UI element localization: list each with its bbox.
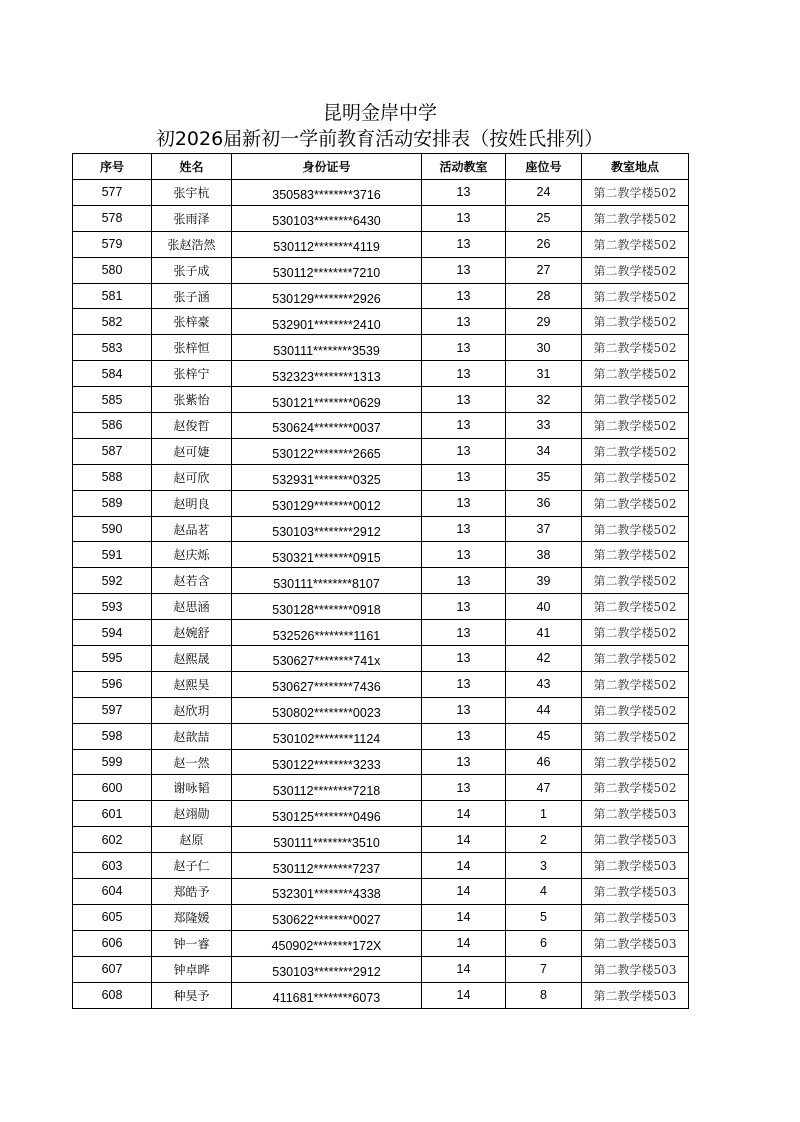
table-row — [73, 568, 689, 594]
cell-id: 411681********6073 — [232, 982, 422, 1008]
cell-seq: 597 — [73, 697, 152, 723]
cell-id: 530802********0023 — [232, 697, 422, 723]
table-row — [73, 387, 689, 413]
table-row — [73, 956, 689, 982]
cell-seq: 599 — [73, 749, 152, 775]
cell-seq: 600 — [73, 775, 152, 801]
cell-name: 赵熙昊 — [152, 671, 232, 697]
cell-location: 第二教学楼502 — [582, 516, 689, 542]
cell-id: 530112********7210 — [232, 257, 422, 283]
cell-id: 530112********7237 — [232, 853, 422, 879]
cell-seq: 594 — [73, 620, 152, 646]
cell-seat: 36 — [506, 490, 582, 516]
cell-id: 530111********8107 — [232, 568, 422, 594]
cell-name: 张梓豪 — [152, 309, 232, 335]
table-row — [73, 723, 689, 749]
table-row — [73, 438, 689, 464]
cell-location: 第二教学楼502 — [582, 671, 689, 697]
cell-name: 赵庆烁 — [152, 542, 232, 568]
cell-seat: 31 — [506, 361, 582, 387]
cell-room: 14 — [422, 801, 506, 827]
cell-name: 赵若含 — [152, 568, 232, 594]
table-row — [73, 542, 689, 568]
cell-id: 530103********6430 — [232, 205, 422, 231]
table-row — [73, 697, 689, 723]
cell-seat: 38 — [506, 542, 582, 568]
cell-seq: 598 — [73, 723, 152, 749]
cell-seat: 30 — [506, 335, 582, 361]
cell-room: 13 — [422, 257, 506, 283]
cell-name: 郑隆媛 — [152, 904, 232, 930]
cell-location: 第二教学楼502 — [582, 464, 689, 490]
cell-seat: 28 — [506, 283, 582, 309]
cell-location: 第二教学楼502 — [582, 413, 689, 439]
cell-seat: 5 — [506, 904, 582, 930]
cell-seat: 42 — [506, 646, 582, 672]
cell-seat: 2 — [506, 827, 582, 853]
table-row — [73, 516, 689, 542]
cell-id: 530122********2665 — [232, 438, 422, 464]
cell-seat: 39 — [506, 568, 582, 594]
cell-room: 13 — [422, 671, 506, 697]
cell-seat: 40 — [506, 594, 582, 620]
table-row — [73, 464, 689, 490]
cell-seq: 578 — [73, 205, 152, 231]
cell-seq: 582 — [73, 309, 152, 335]
cell-seat: 6 — [506, 930, 582, 956]
cell-name: 张梓宁 — [152, 361, 232, 387]
cell-seat: 46 — [506, 749, 582, 775]
cell-name: 赵品茗 — [152, 516, 232, 542]
cell-name: 钟卓晔 — [152, 956, 232, 982]
header-seat: 座位号 — [506, 154, 582, 180]
cell-seq: 608 — [73, 982, 152, 1008]
cell-id: 532301********4338 — [232, 879, 422, 905]
cell-id: 530129********2926 — [232, 283, 422, 309]
table-row — [73, 180, 689, 206]
cell-id: 530622********0027 — [232, 904, 422, 930]
cell-name: 张宇杭 — [152, 180, 232, 206]
cell-seat: 3 — [506, 853, 582, 879]
cell-id: 532901********2410 — [232, 309, 422, 335]
cell-location: 第二教学楼502 — [582, 723, 689, 749]
cell-room: 13 — [422, 361, 506, 387]
cell-room: 14 — [422, 956, 506, 982]
cell-name: 张雨泽 — [152, 205, 232, 231]
cell-room: 14 — [422, 879, 506, 905]
cell-seq: 606 — [73, 930, 152, 956]
cell-room: 13 — [422, 413, 506, 439]
cell-room: 13 — [422, 775, 506, 801]
cell-location: 第二教学楼502 — [582, 205, 689, 231]
table-row — [73, 309, 689, 335]
cell-seq: 585 — [73, 387, 152, 413]
cell-seq: 583 — [73, 335, 152, 361]
cell-room: 13 — [422, 568, 506, 594]
table-row — [73, 620, 689, 646]
table-row — [73, 594, 689, 620]
cell-id: 450902********172X — [232, 930, 422, 956]
cell-id: 530128********0918 — [232, 594, 422, 620]
cell-location: 第二教学楼502 — [582, 283, 689, 309]
cell-room: 13 — [422, 516, 506, 542]
cell-room: 14 — [422, 904, 506, 930]
cell-id: 530624********0037 — [232, 413, 422, 439]
cell-seq: 607 — [73, 956, 152, 982]
cell-room: 13 — [422, 697, 506, 723]
school-name: 昆明金岸中学 — [322, 102, 437, 124]
cell-id: 530103********2912 — [232, 956, 422, 982]
header-id: 身份证号 — [232, 154, 422, 180]
cell-id: 530102********1124 — [232, 723, 422, 749]
cell-seq: 604 — [73, 879, 152, 905]
cell-name: 赵熙晟 — [152, 646, 232, 672]
cell-seq: 589 — [73, 490, 152, 516]
table-row — [73, 283, 689, 309]
cell-seq: 586 — [73, 413, 152, 439]
cell-room: 13 — [422, 646, 506, 672]
cell-room: 13 — [422, 438, 506, 464]
cell-id: 530111********3539 — [232, 335, 422, 361]
cell-seat: 27 — [506, 257, 582, 283]
cell-id: 532323********1313 — [232, 361, 422, 387]
table-row — [73, 853, 689, 879]
cell-seat: 43 — [506, 671, 582, 697]
cell-seq: 581 — [73, 283, 152, 309]
cell-room: 13 — [422, 387, 506, 413]
cell-location: 第二教学楼502 — [582, 646, 689, 672]
cell-seat: 8 — [506, 982, 582, 1008]
cell-location: 第二教学楼502 — [582, 257, 689, 283]
table-row — [73, 801, 689, 827]
cell-id: 532931********0325 — [232, 464, 422, 490]
cell-name: 张子涵 — [152, 283, 232, 309]
cell-location: 第二教学楼503 — [582, 930, 689, 956]
cell-name: 赵原 — [152, 827, 232, 853]
cell-seq: 577 — [73, 180, 152, 206]
table-row — [73, 257, 689, 283]
cell-seq: 584 — [73, 361, 152, 387]
cell-location: 第二教学楼502 — [582, 542, 689, 568]
cell-seat: 41 — [506, 620, 582, 646]
cell-seat: 1 — [506, 801, 582, 827]
cell-seat: 29 — [506, 309, 582, 335]
cell-room: 13 — [422, 620, 506, 646]
cell-name: 赵欣玥 — [152, 697, 232, 723]
cell-seq: 595 — [73, 646, 152, 672]
header-row — [73, 154, 689, 180]
table-row — [73, 879, 689, 905]
cell-location: 第二教学楼502 — [582, 387, 689, 413]
table-row — [73, 930, 689, 956]
cell-name: 赵歆喆 — [152, 723, 232, 749]
cell-seat: 32 — [506, 387, 582, 413]
header-location: 教室地点 — [582, 154, 689, 180]
cell-location: 第二教学楼502 — [582, 775, 689, 801]
cell-seat: 24 — [506, 180, 582, 206]
cell-name: 赵可欣 — [152, 464, 232, 490]
cell-location: 第二教学楼502 — [582, 361, 689, 387]
cell-name: 赵可婕 — [152, 438, 232, 464]
cell-name: 赵子仁 — [152, 853, 232, 879]
cell-id: 530112********7218 — [232, 775, 422, 801]
cell-seq: 588 — [73, 464, 152, 490]
cell-room: 14 — [422, 930, 506, 956]
cell-seat: 35 — [506, 464, 582, 490]
cell-location: 第二教学楼503 — [582, 879, 689, 905]
cell-id: 530103********2912 — [232, 516, 422, 542]
cell-seat: 33 — [506, 413, 582, 439]
cell-id: 530627********741x — [232, 646, 422, 672]
cell-name: 赵明良 — [152, 490, 232, 516]
cell-room: 13 — [422, 180, 506, 206]
cell-location: 第二教学楼502 — [582, 620, 689, 646]
cell-name: 赵俊哲 — [152, 413, 232, 439]
cell-room: 13 — [422, 723, 506, 749]
cell-name: 种昊予 — [152, 982, 232, 1008]
cell-seq: 591 — [73, 542, 152, 568]
table-row — [73, 231, 689, 257]
cell-room: 13 — [422, 464, 506, 490]
cell-room: 14 — [422, 982, 506, 1008]
table-row — [73, 982, 689, 1008]
cell-name: 郑皓予 — [152, 879, 232, 905]
cell-seq: 602 — [73, 827, 152, 853]
cell-name: 赵翊勋 — [152, 801, 232, 827]
cell-name: 张赵浩然 — [152, 231, 232, 257]
cell-room: 13 — [422, 205, 506, 231]
table-row — [73, 775, 689, 801]
cell-name: 钟一睿 — [152, 930, 232, 956]
header-room: 活动教室 — [422, 154, 506, 180]
cell-name: 赵婉舒 — [152, 620, 232, 646]
cell-seat: 25 — [506, 205, 582, 231]
cell-location: 第二教学楼502 — [582, 231, 689, 257]
cell-name: 赵思涵 — [152, 594, 232, 620]
cell-room: 13 — [422, 749, 506, 775]
cell-location: 第二教学楼502 — [582, 180, 689, 206]
cell-seq: 587 — [73, 438, 152, 464]
cell-location: 第二教学楼502 — [582, 335, 689, 361]
cell-id: 350583********3716 — [232, 180, 422, 206]
cell-id: 530121********0629 — [232, 387, 422, 413]
cell-room: 13 — [422, 309, 506, 335]
cell-location: 第二教学楼502 — [582, 438, 689, 464]
table-row — [73, 335, 689, 361]
cell-room: 13 — [422, 231, 506, 257]
cell-name: 谢咏韬 — [152, 775, 232, 801]
cell-seq: 593 — [73, 594, 152, 620]
cell-seq: 579 — [73, 231, 152, 257]
cell-seq: 590 — [73, 516, 152, 542]
cell-seq: 596 — [73, 671, 152, 697]
cell-name: 赵一然 — [152, 749, 232, 775]
cell-location: 第二教学楼502 — [582, 568, 689, 594]
cell-id: 530321********0915 — [232, 542, 422, 568]
cell-name: 张紫怡 — [152, 387, 232, 413]
cell-id: 532526********1161 — [232, 620, 422, 646]
cell-seq: 580 — [73, 257, 152, 283]
cell-seat: 47 — [506, 775, 582, 801]
cell-location: 第二教学楼502 — [582, 490, 689, 516]
cell-seat: 7 — [506, 956, 582, 982]
cell-id: 530112********4119 — [232, 231, 422, 257]
cell-room: 13 — [422, 335, 506, 361]
cell-room: 14 — [422, 853, 506, 879]
cell-room: 13 — [422, 490, 506, 516]
cell-room: 13 — [422, 594, 506, 620]
table-row — [73, 205, 689, 231]
cell-room: 13 — [422, 542, 506, 568]
cell-seq: 592 — [73, 568, 152, 594]
cell-id: 530129********0012 — [232, 490, 422, 516]
cell-id: 530122********3233 — [232, 749, 422, 775]
cell-id: 530125********0496 — [232, 801, 422, 827]
cell-location: 第二教学楼502 — [582, 697, 689, 723]
cell-seat: 44 — [506, 697, 582, 723]
cell-room: 13 — [422, 283, 506, 309]
table-row — [73, 827, 689, 853]
cell-seat: 37 — [506, 516, 582, 542]
cell-location: 第二教学楼503 — [582, 827, 689, 853]
cell-location: 第二教学楼502 — [582, 594, 689, 620]
cell-location: 第二教学楼503 — [582, 904, 689, 930]
cell-seat: 45 — [506, 723, 582, 749]
cell-seq: 603 — [73, 853, 152, 879]
cell-room: 14 — [422, 827, 506, 853]
cell-location: 第二教学楼503 — [582, 801, 689, 827]
table-row — [73, 904, 689, 930]
cell-location: 第二教学楼503 — [582, 853, 689, 879]
table-row — [73, 413, 689, 439]
table-row — [73, 646, 689, 672]
cell-seq: 601 — [73, 801, 152, 827]
table-body — [73, 180, 689, 1009]
cell-location: 第二教学楼503 — [582, 956, 689, 982]
cell-seq: 605 — [73, 904, 152, 930]
cell-seat: 26 — [506, 231, 582, 257]
page-title: 初2026届新初一学前教育活动安排表（按姓氏排列） — [155, 128, 604, 150]
cell-location: 第二教学楼502 — [582, 309, 689, 335]
cell-id: 530111********3510 — [232, 827, 422, 853]
cell-location: 第二教学楼502 — [582, 749, 689, 775]
schedule-table — [72, 153, 689, 1009]
cell-name: 张梓恒 — [152, 335, 232, 361]
table-row — [73, 361, 689, 387]
table-row — [73, 749, 689, 775]
cell-seat: 4 — [506, 879, 582, 905]
cell-seat: 34 — [506, 438, 582, 464]
cell-name: 张子成 — [152, 257, 232, 283]
table-row — [73, 490, 689, 516]
cell-location: 第二教学楼503 — [582, 982, 689, 1008]
header-seq: 序号 — [73, 154, 152, 180]
table-row — [73, 671, 689, 697]
cell-id: 530627********7436 — [232, 671, 422, 697]
header-name: 姓名 — [152, 154, 232, 180]
